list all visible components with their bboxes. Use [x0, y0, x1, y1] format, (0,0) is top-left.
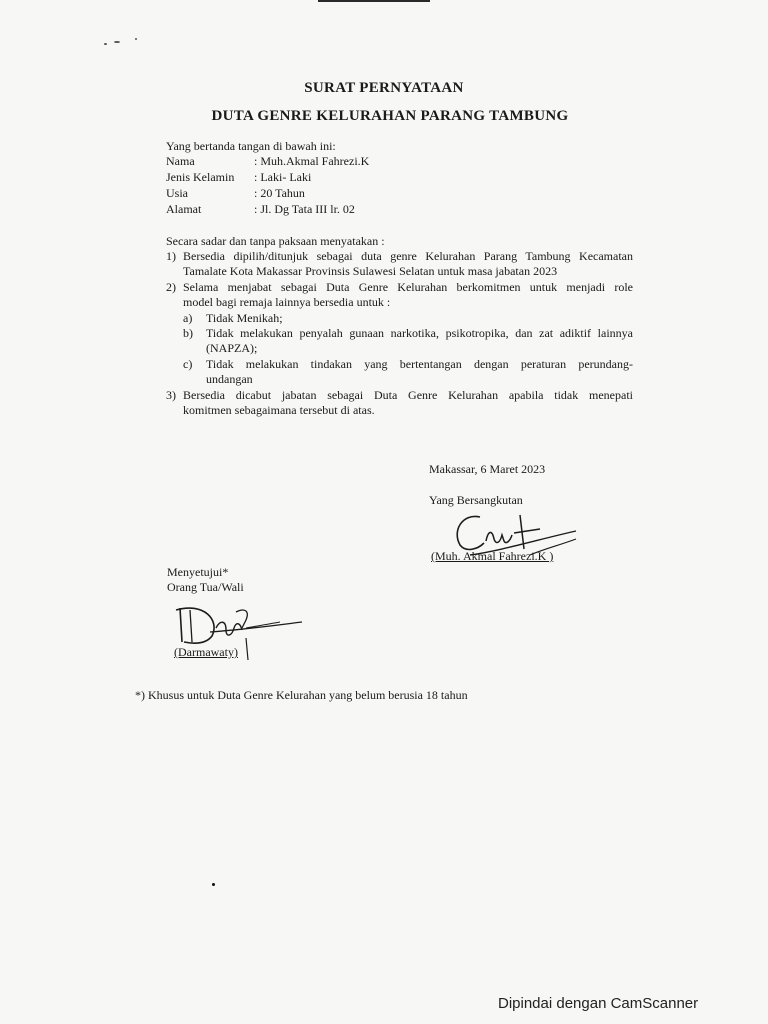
point-2-line-1: Selama menjabat sebagai Duta Genre Kelurahan berkomitmen untuk menjadi role: [183, 280, 633, 294]
approval-label: Menyetujui*: [167, 565, 229, 579]
point-number: 3): [166, 388, 176, 402]
identity-label-gender: Jenis Kelamin: [166, 170, 235, 184]
intro-text: Yang bertanda tangan di bawah ini:: [166, 139, 336, 153]
scan-speck: [135, 38, 137, 40]
scan-speck: [104, 43, 107, 45]
point-number: 1): [166, 249, 176, 263]
identity-value-name: : Muh.Akmal Fahrezi.K: [254, 154, 370, 168]
signatory-title: Yang Bersangkutan: [429, 493, 523, 507]
subpoint-c-line-2: undangan: [206, 372, 253, 386]
subpoint-b-line-2: (NAPZA);: [206, 341, 258, 355]
identity-label-address: Alamat: [166, 202, 202, 216]
scan-speck: [212, 883, 215, 886]
point-2-line-2: model bagi remaja lainnya bersedia untuk :: [183, 295, 391, 309]
subpoint-b-line-1: Tidak melakukan penyalah gunaan narkotika, psikotropika, dan zat adiktif lainnya: [206, 326, 633, 340]
camscanner-watermark: Dipindai dengan CamScanner: [498, 995, 699, 1012]
scan-edge-line: [318, 0, 430, 2]
point-3-line-2: komitmen sebagaimana tersebut di atas.: [183, 403, 375, 417]
subpoint-letter: b): [183, 326, 193, 340]
identity-value-age: : 20 Tahun: [254, 186, 305, 200]
subpoint-c-line-1: Tidak melakukan tindakan yang bertentangan dengan peraturan perundang-: [206, 357, 633, 371]
approval-role: Orang Tua/Wali: [167, 580, 244, 594]
identity-value-address: : Jl. Dg Tata III lr. 02: [254, 202, 355, 216]
point-1-line-2: Tamalate Kota Makassar Provinsis Sulawesi Selatan untuk masa jabatan 2023: [183, 264, 558, 278]
identity-value-gender: : Laki- Laki: [254, 170, 312, 184]
identity-label-name: Nama: [166, 154, 195, 168]
subpoint-letter: a): [183, 311, 193, 325]
scan-speck: [114, 41, 120, 43]
guardian-name: (Darmawaty): [174, 645, 238, 659]
place-date: Makassar, 6 Maret 2023: [429, 462, 546, 476]
document-subtitle: DUTA GENRE KELURAHAN PARANG TAMBUNG: [211, 108, 569, 124]
footnote: *) Khusus untuk Duta Genre Kelurahan yang belum berusia 18 tahun: [135, 688, 468, 702]
subpoint-a-line-1: Tidak Menikah;: [206, 311, 283, 325]
point-3-line-1: Bersedia dicabut jabatan sebagai Duta Genre Kelurahan apabila tidak menepati: [183, 388, 633, 402]
point-1-line-1: Bersedia dipilih/ditunjuk sebagai duta genre Kelurahan Parang Tambung Kecamatan: [183, 249, 633, 263]
identity-label-age: Usia: [166, 186, 188, 200]
statement-intro: Secara sadar dan tanpa paksaan menyatakan :: [166, 234, 385, 248]
point-number: 2): [166, 280, 176, 294]
subpoint-letter: c): [183, 357, 193, 371]
document-title: SURAT PERNYATAAN: [304, 80, 464, 96]
signatory-name: (Muh. Akmal Fahrezi.K ): [431, 549, 554, 563]
